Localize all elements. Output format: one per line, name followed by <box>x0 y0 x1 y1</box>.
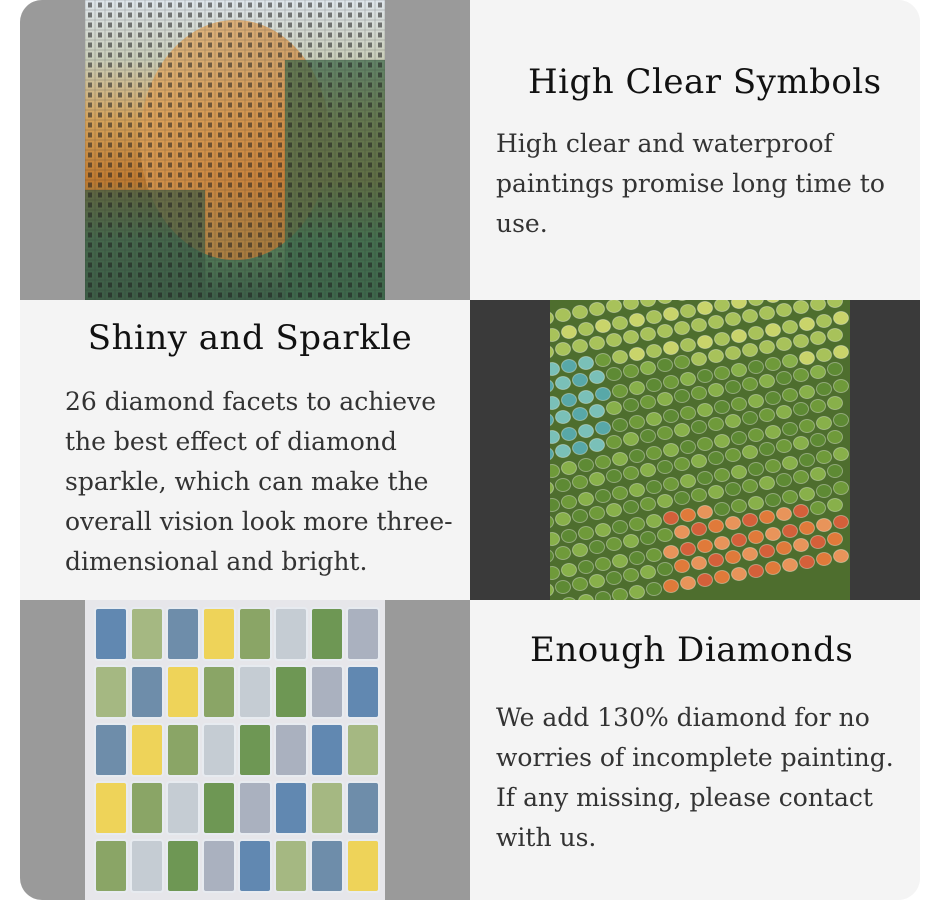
feature-description: High clear and waterproof paintings promise long time to use. <box>496 129 885 238</box>
feature-title: High Clear Symbols <box>528 62 882 102</box>
feature-enough-diamonds <box>470 600 920 900</box>
symbol-canvas-photo <box>85 0 385 300</box>
feature-clear-symbols <box>470 0 920 300</box>
feature-title: Enough Diamonds <box>530 630 854 670</box>
diamond-closeup-panel <box>470 300 920 600</box>
symbol-canvas-panel <box>20 0 470 300</box>
diamond-closeup-photo <box>550 300 850 600</box>
diamond-bags-panel <box>20 600 470 900</box>
feature-title: Shiny and Sparkle <box>87 318 413 358</box>
feature-grid <box>20 0 920 900</box>
feature-shiny-sparkle <box>20 300 470 600</box>
diamond-bags-photo <box>85 600 385 900</box>
feature-description: 26 diamond facets to achieve the best effect of diamond sparkle, which can make the overall vision look more three-dimensional and bright. <box>65 387 453 576</box>
feature-description: We add 130% diamond for no worries of incomplete painting. If any missing, please contact with us. <box>496 703 894 852</box>
